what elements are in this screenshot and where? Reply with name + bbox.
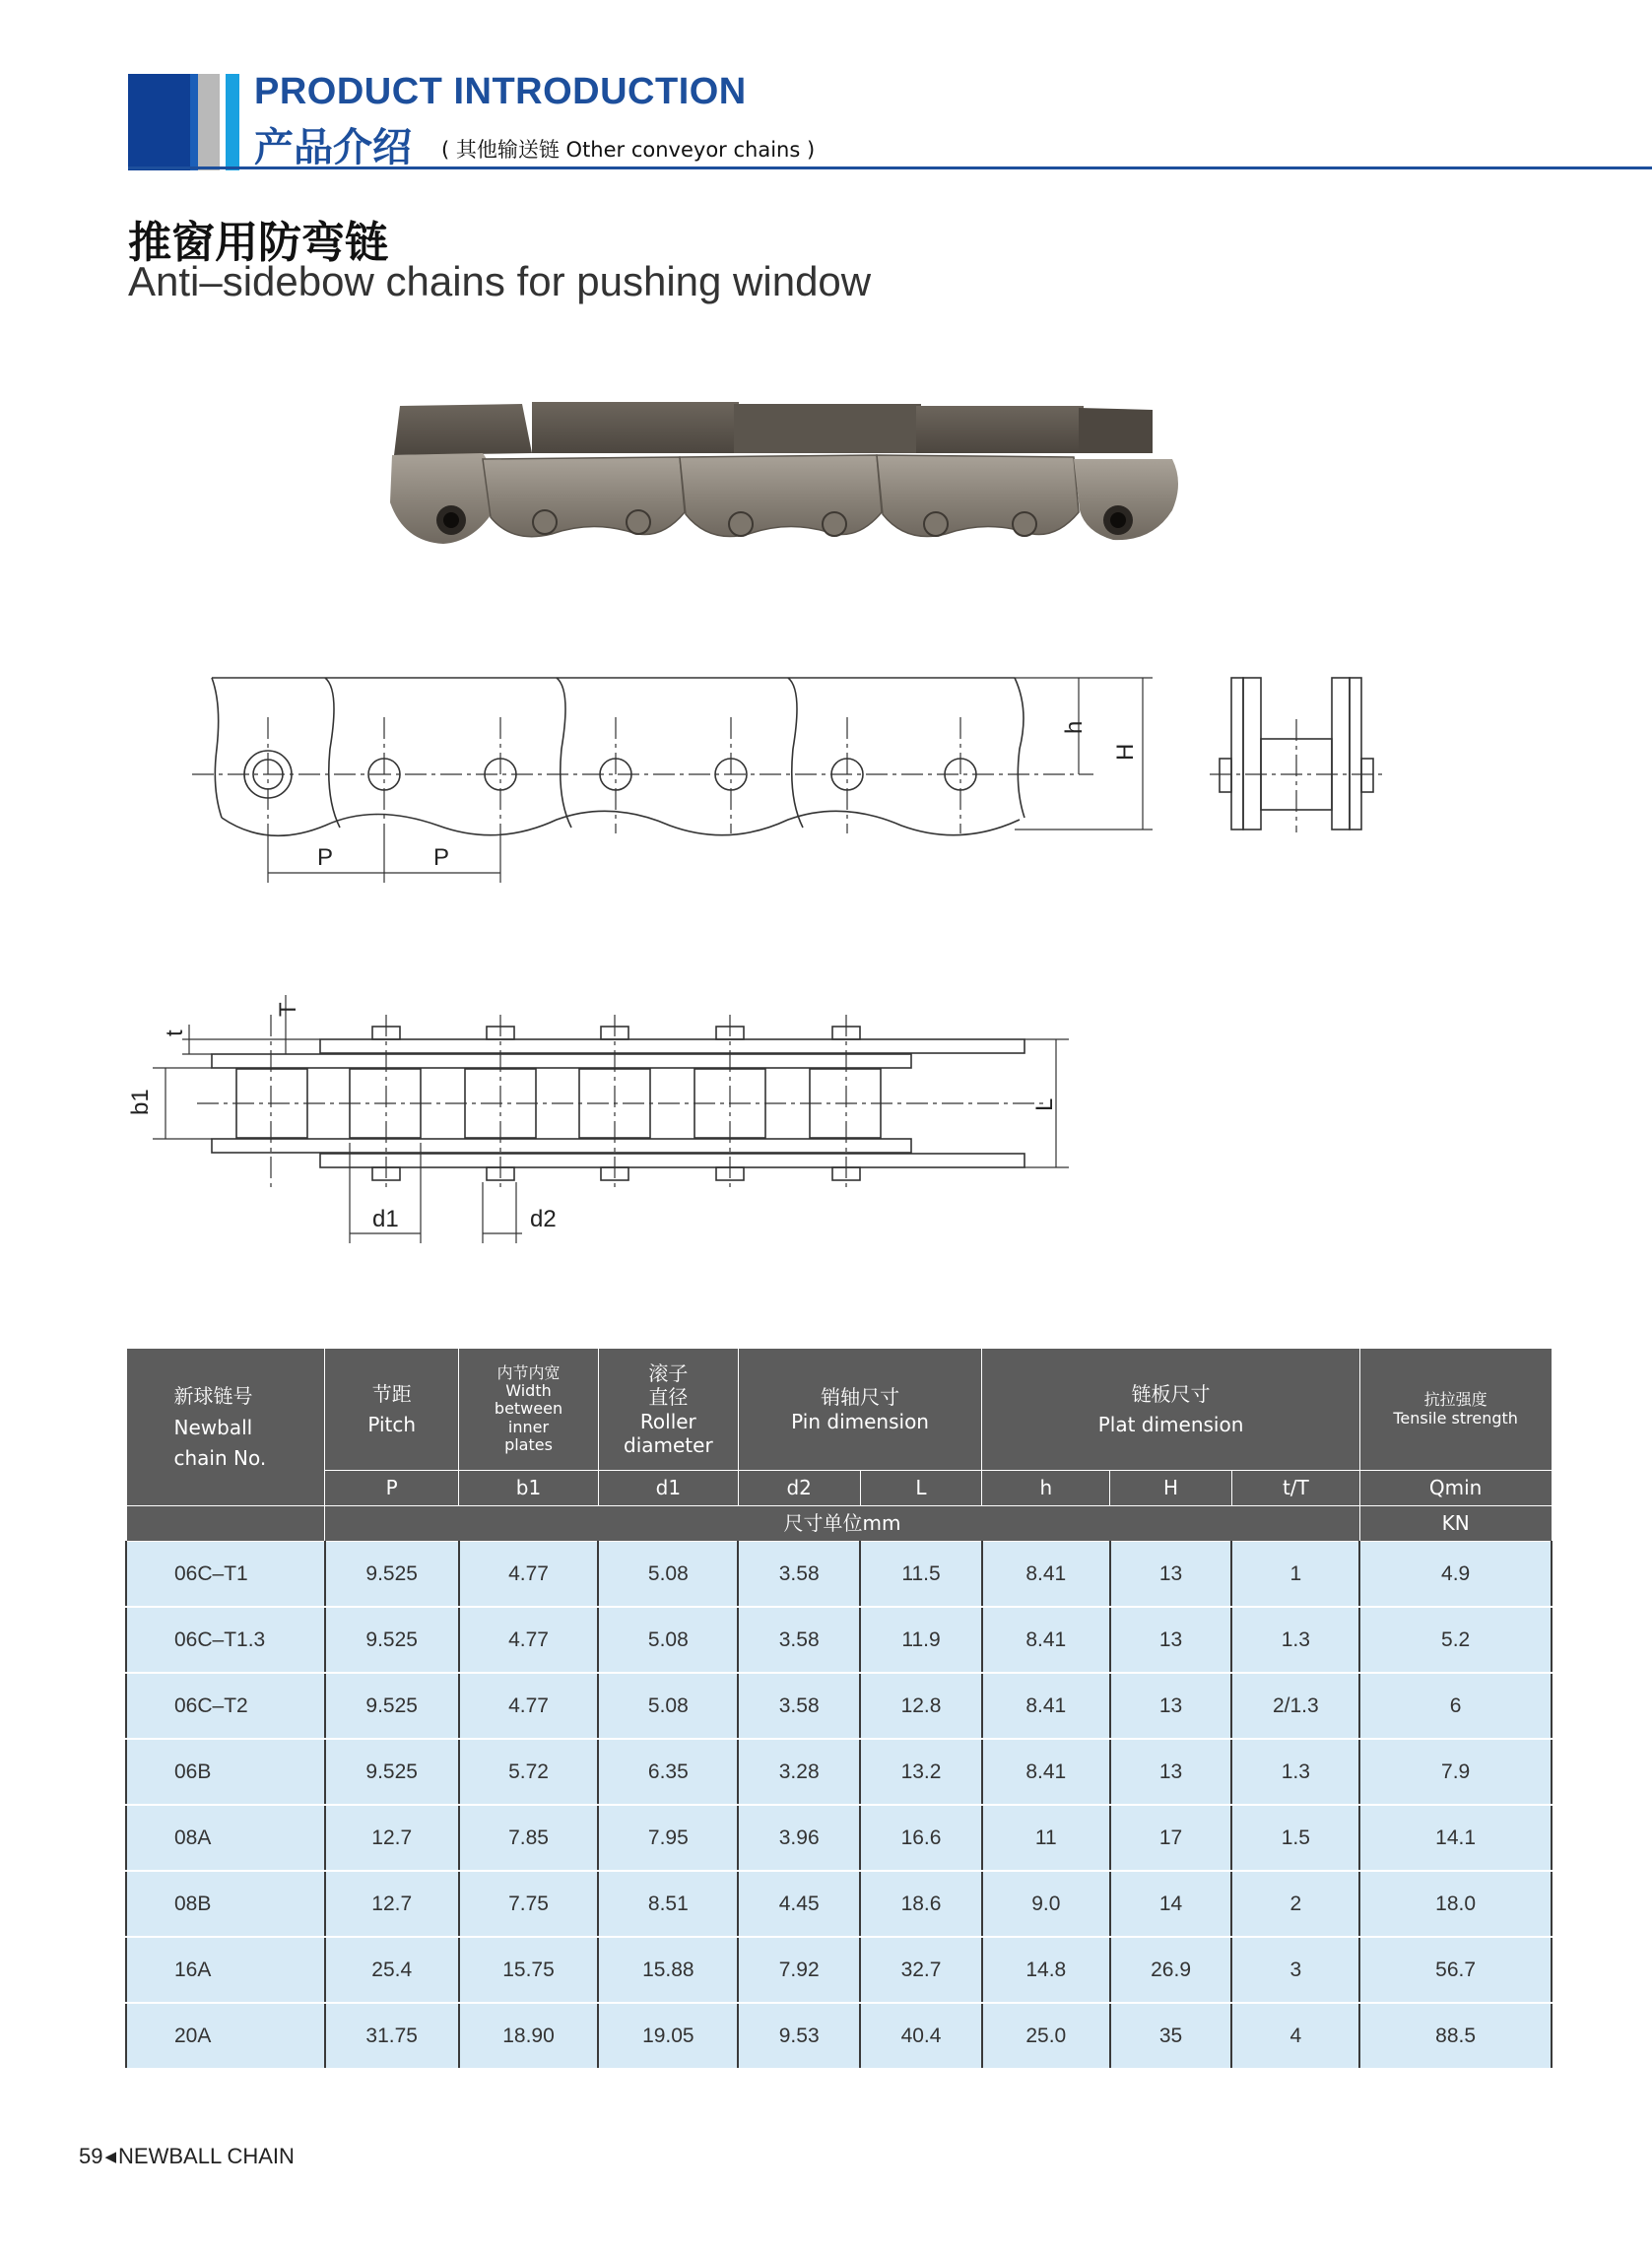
table-cell-chain-no: 06C–T1: [126, 1542, 325, 1608]
table-cell: 9.0: [982, 1871, 1110, 1937]
table-cell: 1.3: [1231, 1607, 1359, 1673]
table-cell: 7.92: [738, 1937, 860, 2003]
table-cell: 8.41: [982, 1542, 1110, 1608]
header-roller: 滚子 直径 Roller diameter: [598, 1349, 738, 1471]
page-number: 59: [79, 2144, 103, 2168]
table-cell: 4.45: [738, 1871, 860, 1937]
header-pitch: 节距 Pitch: [325, 1349, 459, 1471]
table-cell: 15.75: [459, 1937, 599, 2003]
table-cell: 7.9: [1359, 1739, 1552, 1805]
table-cell: 8.41: [982, 1607, 1110, 1673]
label-L: L: [1031, 1097, 1058, 1111]
table-cell: 13.2: [860, 1739, 982, 1805]
table-cell: 11: [982, 1805, 1110, 1871]
table-cell: 4.9: [1359, 1542, 1552, 1608]
table-cell-chain-no: 08B: [126, 1871, 325, 1937]
subheader-tT: t/T: [1231, 1471, 1359, 1506]
table-cell: 8.41: [982, 1673, 1110, 1739]
table-cell: 4.77: [459, 1607, 599, 1673]
table-cell: 6.35: [598, 1739, 738, 1805]
table-row: [126, 1739, 1552, 1805]
table-cell: 6: [1359, 1673, 1552, 1739]
subheader-d2: d2: [738, 1471, 860, 1506]
table-cell: 5.08: [598, 1607, 738, 1673]
table-cell: 3.58: [738, 1542, 860, 1608]
table-cell: 26.9: [1110, 1937, 1232, 2003]
table-cell: 13: [1110, 1607, 1232, 1673]
table-cell: 7.75: [459, 1871, 599, 1937]
table-cell: 3.28: [738, 1739, 860, 1805]
footer-brand: NEWBALL CHAIN: [118, 2144, 295, 2168]
subheader-L: L: [860, 1471, 982, 1506]
table-cell-chain-no: 20A: [126, 2003, 325, 2069]
table-cell: 32.7: [860, 1937, 982, 2003]
header-chain-no: 新球链号 Newball chain No.: [126, 1349, 325, 1506]
subheader-H: H: [1110, 1471, 1232, 1506]
table-row: [126, 1805, 1552, 1871]
table-cell: 56.7: [1359, 1937, 1552, 2003]
header-plate: 链板尺寸 Plat dimension: [982, 1349, 1359, 1471]
table-cell: 17: [1110, 1805, 1232, 1871]
table-cell: 9.525: [325, 1607, 459, 1673]
table-cell: 9.525: [325, 1673, 459, 1739]
table-cell: 5.08: [598, 1542, 738, 1608]
table-cell: 25.0: [982, 2003, 1110, 2069]
subheader-Qmin: Qmin: [1359, 1471, 1552, 1506]
label-t: t: [162, 1029, 188, 1036]
table-cell: 2: [1231, 1871, 1359, 1937]
spec-table: [125, 1348, 1553, 2070]
table-cell: 1.3: [1231, 1739, 1359, 1805]
table-cell: 14: [1110, 1871, 1232, 1937]
subheader-P: P: [325, 1471, 459, 1506]
table-cell: 12.7: [325, 1871, 459, 1937]
table-cell: 12.8: [860, 1673, 982, 1739]
table-cell: 18.0: [1359, 1871, 1552, 1937]
table-row: [126, 1871, 1552, 1937]
label-d1: d1: [372, 1206, 399, 1232]
table-row: [126, 1607, 1552, 1673]
table-row: [126, 2003, 1552, 2069]
table-cell: 8.41: [982, 1739, 1110, 1805]
table-cell: 15.88: [598, 1937, 738, 2003]
subheader-b1: b1: [459, 1471, 599, 1506]
label-pitch-2: P: [433, 844, 450, 871]
label-h: h: [1061, 720, 1088, 734]
table-cell: 9.525: [325, 1739, 459, 1805]
table-cell: 31.75: [325, 2003, 459, 2069]
table-cell-chain-no: 06C–T1.3: [126, 1607, 325, 1673]
table-cell: 4.77: [459, 1673, 599, 1739]
header-inner-width: 内节内宽 Width between inner plates: [459, 1349, 599, 1471]
product-title-cn: 推窗用防弯链: [128, 218, 388, 268]
table-cell: 3.96: [738, 1805, 860, 1871]
table-cell: 7.95: [598, 1805, 738, 1871]
table-row: [126, 1542, 1552, 1608]
table-cell: 35: [1110, 2003, 1232, 2069]
subheader-d1: d1: [598, 1471, 738, 1506]
header-tensile: 抗拉强度 Tensile strength: [1359, 1349, 1552, 1471]
triangle-left-icon: ◀: [104, 2149, 117, 2165]
unit-kn: KN: [1359, 1506, 1552, 1542]
table-cell: 3.58: [738, 1607, 860, 1673]
table-cell: 5.08: [598, 1673, 738, 1739]
table-cell: 13: [1110, 1673, 1232, 1739]
table-cell: 9.53: [738, 2003, 860, 2069]
table-cell: 88.5: [1359, 2003, 1552, 2069]
table-cell: 19.05: [598, 2003, 738, 2069]
table-cell-chain-no: 06C–T2: [126, 1673, 325, 1739]
header-title-en: PRODUCT INTRODUCTION: [254, 71, 747, 112]
label-T: T: [275, 1002, 301, 1017]
header-title-cn: 产品介绍: [254, 125, 412, 170]
table-cell: 4.77: [459, 1542, 599, 1608]
footer: [79, 2144, 295, 2169]
table-row: [126, 1937, 1552, 2003]
header-pin: 销轴尺寸 Pin dimension: [738, 1349, 982, 1471]
table-cell: 25.4: [325, 1937, 459, 2003]
header-subtitle: ( 其他输送链 Other conveyor chains ): [441, 138, 816, 162]
table-cell-chain-no: 06B: [126, 1739, 325, 1805]
table-cell: 14.8: [982, 1937, 1110, 2003]
table-cell: 1.5: [1231, 1805, 1359, 1871]
table-cell: 8.51: [598, 1871, 738, 1937]
table-cell: 13: [1110, 1542, 1232, 1608]
product-title-en: Anti–sidebow chains for pushing window: [128, 258, 872, 304]
table-cell: 18.6: [860, 1871, 982, 1937]
table-cell: 40.4: [860, 2003, 982, 2069]
table-cell: 3: [1231, 1937, 1359, 2003]
table-cell: 11.9: [860, 1607, 982, 1673]
label-H: H: [1112, 743, 1139, 761]
table-cell: 14.1: [1359, 1805, 1552, 1871]
unit-mm: 尺寸单位mm: [325, 1506, 1359, 1542]
table-cell: 9.525: [325, 1542, 459, 1608]
table-cell: 16.6: [860, 1805, 982, 1871]
table-cell: 5.72: [459, 1739, 599, 1805]
table-cell: 12.7: [325, 1805, 459, 1871]
label-b1: b1: [127, 1089, 154, 1115]
table-row: [126, 1673, 1552, 1739]
table-cell: 13: [1110, 1739, 1232, 1805]
table-cell: 7.85: [459, 1805, 599, 1871]
subheader-h: h: [982, 1471, 1110, 1506]
table-cell: 4: [1231, 2003, 1359, 2069]
table-cell: 18.90: [459, 2003, 599, 2069]
table-cell: 5.2: [1359, 1607, 1552, 1673]
table-cell-chain-no: 08A: [126, 1805, 325, 1871]
table-cell: 1: [1231, 1542, 1359, 1608]
table-cell: 2/1.3: [1231, 1673, 1359, 1739]
unit-blank: [126, 1506, 325, 1542]
table-cell: 11.5: [860, 1542, 982, 1608]
label-pitch-1: P: [317, 844, 334, 871]
table-cell-chain-no: 16A: [126, 1937, 325, 2003]
label-d2: d2: [530, 1206, 557, 1232]
table-cell: 3.58: [738, 1673, 860, 1739]
